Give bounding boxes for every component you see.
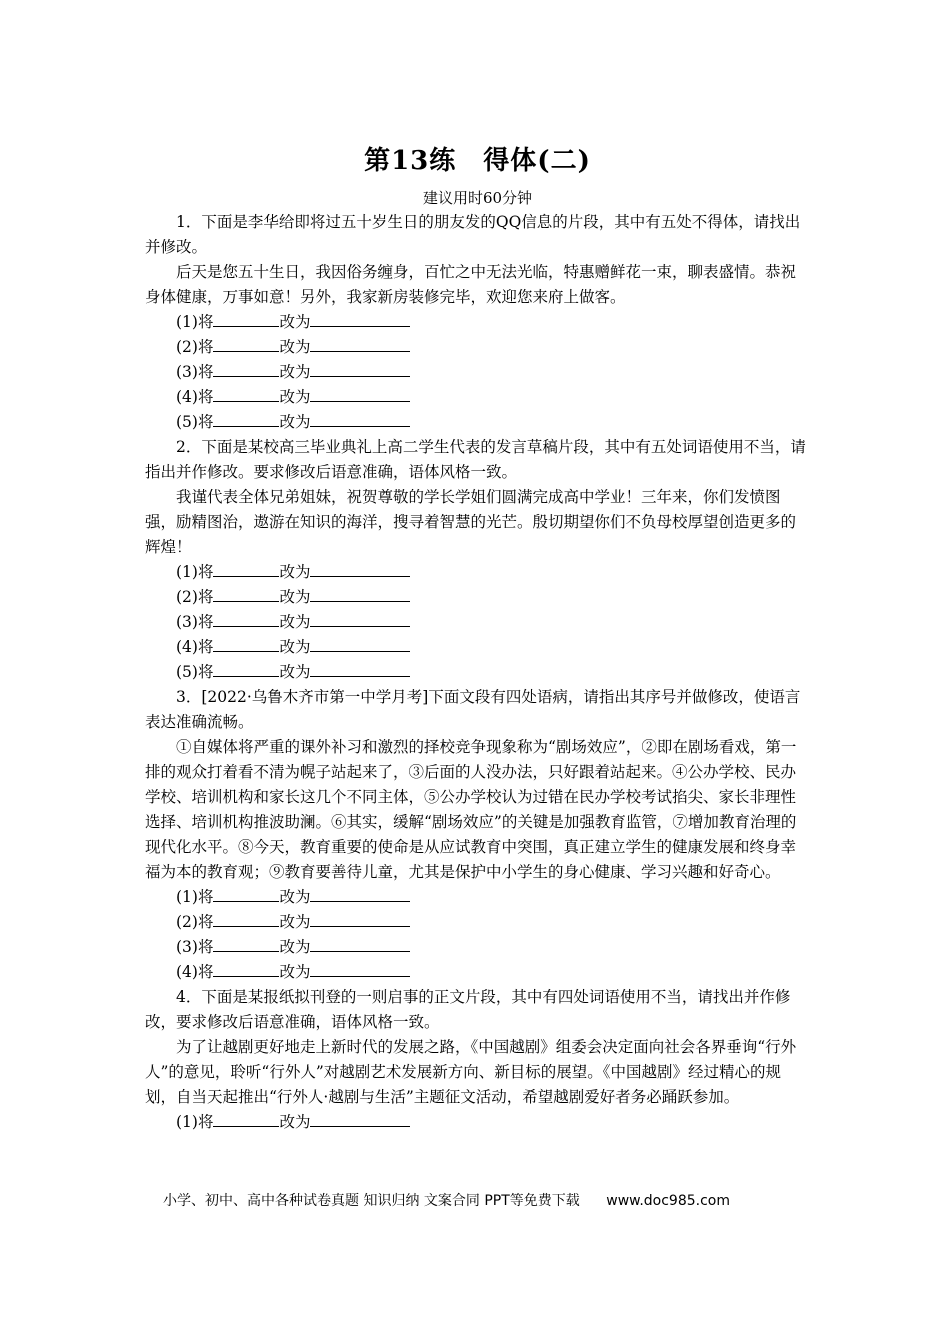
answer-label: (1)将: [176, 888, 214, 906]
change-to-label: 改为: [279, 963, 311, 981]
footer-text: 小学、初中、高中各种试卷真题 知识归纳 文案合同 PPT等免费下载: [163, 1193, 580, 1209]
revised-word-blank[interactable]: [310, 635, 410, 652]
answer-line: [145, 385, 810, 410]
answer-line: [145, 635, 810, 660]
revised-word-blank[interactable]: [310, 960, 410, 977]
question-stem: 4．下面是某报纸拟刊登的一则启事的正文片段，其中有四处词语使用不当，请找出并作修改，要求修改后语意准确，语体风格一致。: [145, 988, 791, 1031]
answer-label: (1)将: [176, 563, 214, 581]
answer-label: (3)将: [176, 363, 214, 381]
question-passage: 我谨代表全体兄弟姐妹，祝贺尊敬的学长学姐们圆满完成高中学业！三年来，你们发愤图强，励精图治，遨游在知识的海洋，搜寻着智慧的光芒。殷切期望你们不负母校厚望创造更多的辉煌！: [145, 488, 797, 556]
revised-word-blank[interactable]: [310, 385, 410, 402]
footer: [163, 1190, 803, 1210]
time-suggestion: 建议用时60分钟: [422, 189, 533, 207]
change-to-label: 改为: [279, 663, 311, 681]
change-to-label: 改为: [279, 363, 311, 381]
answer-label: (5)将: [176, 413, 214, 431]
answer-line: [145, 660, 810, 685]
question-block: [145, 685, 810, 985]
answer-label: (3)将: [176, 613, 214, 631]
question-stem: 1．下面是李华给即将过五十岁生日的朋友发的QQ信息的片段，其中有五处不得体，请找出并修改。: [145, 213, 801, 256]
change-to-label: 改为: [279, 888, 311, 906]
answer-line: [145, 560, 810, 585]
answer-line: [145, 360, 810, 385]
question-passage: 后天是您五十生日，我因俗务缠身，百忙之中无法光临，特惠赠鲜花一束，聊表盛情。恭祝身体健康，万事如意！另外，我家新房装修完毕，欢迎您来府上做客。: [145, 263, 797, 306]
original-word-blank[interactable]: [213, 660, 279, 677]
answer-label: (2)将: [176, 913, 214, 931]
answer-line: [145, 910, 810, 935]
question-block: [145, 435, 810, 685]
answer-line: [145, 885, 810, 910]
change-to-label: 改为: [279, 338, 311, 356]
question-stem: 2．下面是某校高三毕业典礼上高二学生代表的发言草稿片段，其中有五处词语使用不当，请指出并作修改。要求修改后语意准确，语体风格一致。: [145, 438, 806, 481]
revised-word-blank[interactable]: [310, 310, 410, 327]
original-word-blank[interactable]: [213, 560, 279, 577]
answer-label: (4)将: [176, 638, 214, 656]
question-stem: 3．[2022·乌鲁木齐市第一中学月考]下面文段有四处语病，请指出其序号并做修改，使语言表达准确流畅。: [145, 688, 801, 731]
answer-line: [145, 335, 810, 360]
change-to-label: 改为: [279, 613, 311, 631]
change-to-label: 改为: [279, 913, 311, 931]
answer-line: [145, 410, 810, 435]
revised-word-blank[interactable]: [310, 935, 410, 952]
change-to-label: 改为: [279, 413, 311, 431]
answer-label: (4)将: [176, 388, 214, 406]
footer-site-link[interactable]: www.doc985.com: [606, 1193, 730, 1209]
answer-line: [145, 585, 810, 610]
original-word-blank[interactable]: [213, 635, 279, 652]
answer-line: [145, 310, 810, 335]
question-passage: ①自媒体将严重的课外补习和激烈的择校竞争现象称为“剧场效应”，②即在剧场看戏，第一排的观众打着看不清为幌子站起来了，③后面的人没办法，只好跟着站起来。④公办学校、民办学校、培训机构和家长这几个不同主体，⑤公办学校认为过错在民办学校考试掐尖、家长非理性选择、培训机构推波助澜。⑥其实，缓解“剧场效应”的关键是加强教育监管，⑦增加教育治理的现代化水平。⑧今天，教育重要的使命是从应试教育中突围，真正建立学生的健康发展和终身幸福为本的教育观；⑨教育要善待儿童，尤其是保护中小学生的身心健康、学习兴趣和好奇心。: [145, 738, 797, 881]
original-word-blank[interactable]: [213, 385, 279, 402]
answer-label: (2)将: [176, 338, 214, 356]
answer-line: [145, 610, 810, 635]
revised-word-blank[interactable]: [310, 335, 410, 352]
original-word-blank[interactable]: [213, 885, 279, 902]
original-word-blank[interactable]: [213, 610, 279, 627]
change-to-label: 改为: [279, 388, 311, 406]
question-block: [145, 985, 810, 1135]
original-word-blank[interactable]: [213, 1110, 279, 1127]
answer-line: [145, 935, 810, 960]
revised-word-blank[interactable]: [310, 660, 410, 677]
revised-word-blank[interactable]: [310, 560, 410, 577]
original-word-blank[interactable]: [213, 360, 279, 377]
question-block: [145, 210, 810, 435]
change-to-label: 改为: [279, 313, 311, 331]
answer-label: (5)将: [176, 663, 214, 681]
original-word-blank[interactable]: [213, 960, 279, 977]
revised-word-blank[interactable]: [310, 360, 410, 377]
answer-label: (3)将: [176, 938, 214, 956]
original-word-blank[interactable]: [213, 935, 279, 952]
page-title: 第13练 得体(二): [364, 146, 591, 176]
change-to-label: 改为: [279, 638, 311, 656]
original-word-blank[interactable]: [213, 310, 279, 327]
original-word-blank[interactable]: [213, 585, 279, 602]
revised-word-blank[interactable]: [310, 1110, 410, 1127]
answer-label: (1)将: [176, 1113, 214, 1131]
answer-label: (2)将: [176, 588, 214, 606]
revised-word-blank[interactable]: [310, 610, 410, 627]
revised-word-blank[interactable]: [310, 910, 410, 927]
original-word-blank[interactable]: [213, 335, 279, 352]
change-to-label: 改为: [279, 1113, 311, 1131]
answer-label: (4)将: [176, 963, 214, 981]
original-word-blank[interactable]: [213, 910, 279, 927]
revised-word-blank[interactable]: [310, 585, 410, 602]
question-list: [145, 210, 810, 1135]
original-word-blank[interactable]: [213, 410, 279, 427]
worksheet: [145, 140, 810, 1135]
answer-line: [145, 1110, 810, 1135]
revised-word-blank[interactable]: [310, 410, 410, 427]
change-to-label: 改为: [279, 588, 311, 606]
change-to-label: 改为: [279, 563, 311, 581]
answer-label: (1)将: [176, 313, 214, 331]
answer-line: [145, 960, 810, 985]
change-to-label: 改为: [279, 938, 311, 956]
revised-word-blank[interactable]: [310, 885, 410, 902]
question-passage: 为了让越剧更好地走上新时代的发展之路，《中国越剧》组委会决定面向社会各界垂询“行外人”的意见，聆听“行外人”对越剧艺术发展新方向、新目标的展望。《中国越剧》经过精心的规划，自当天起推出“行外人·越剧与生活”主题征文活动，希望越剧爱好者务必踊跃参加。: [145, 1038, 797, 1106]
